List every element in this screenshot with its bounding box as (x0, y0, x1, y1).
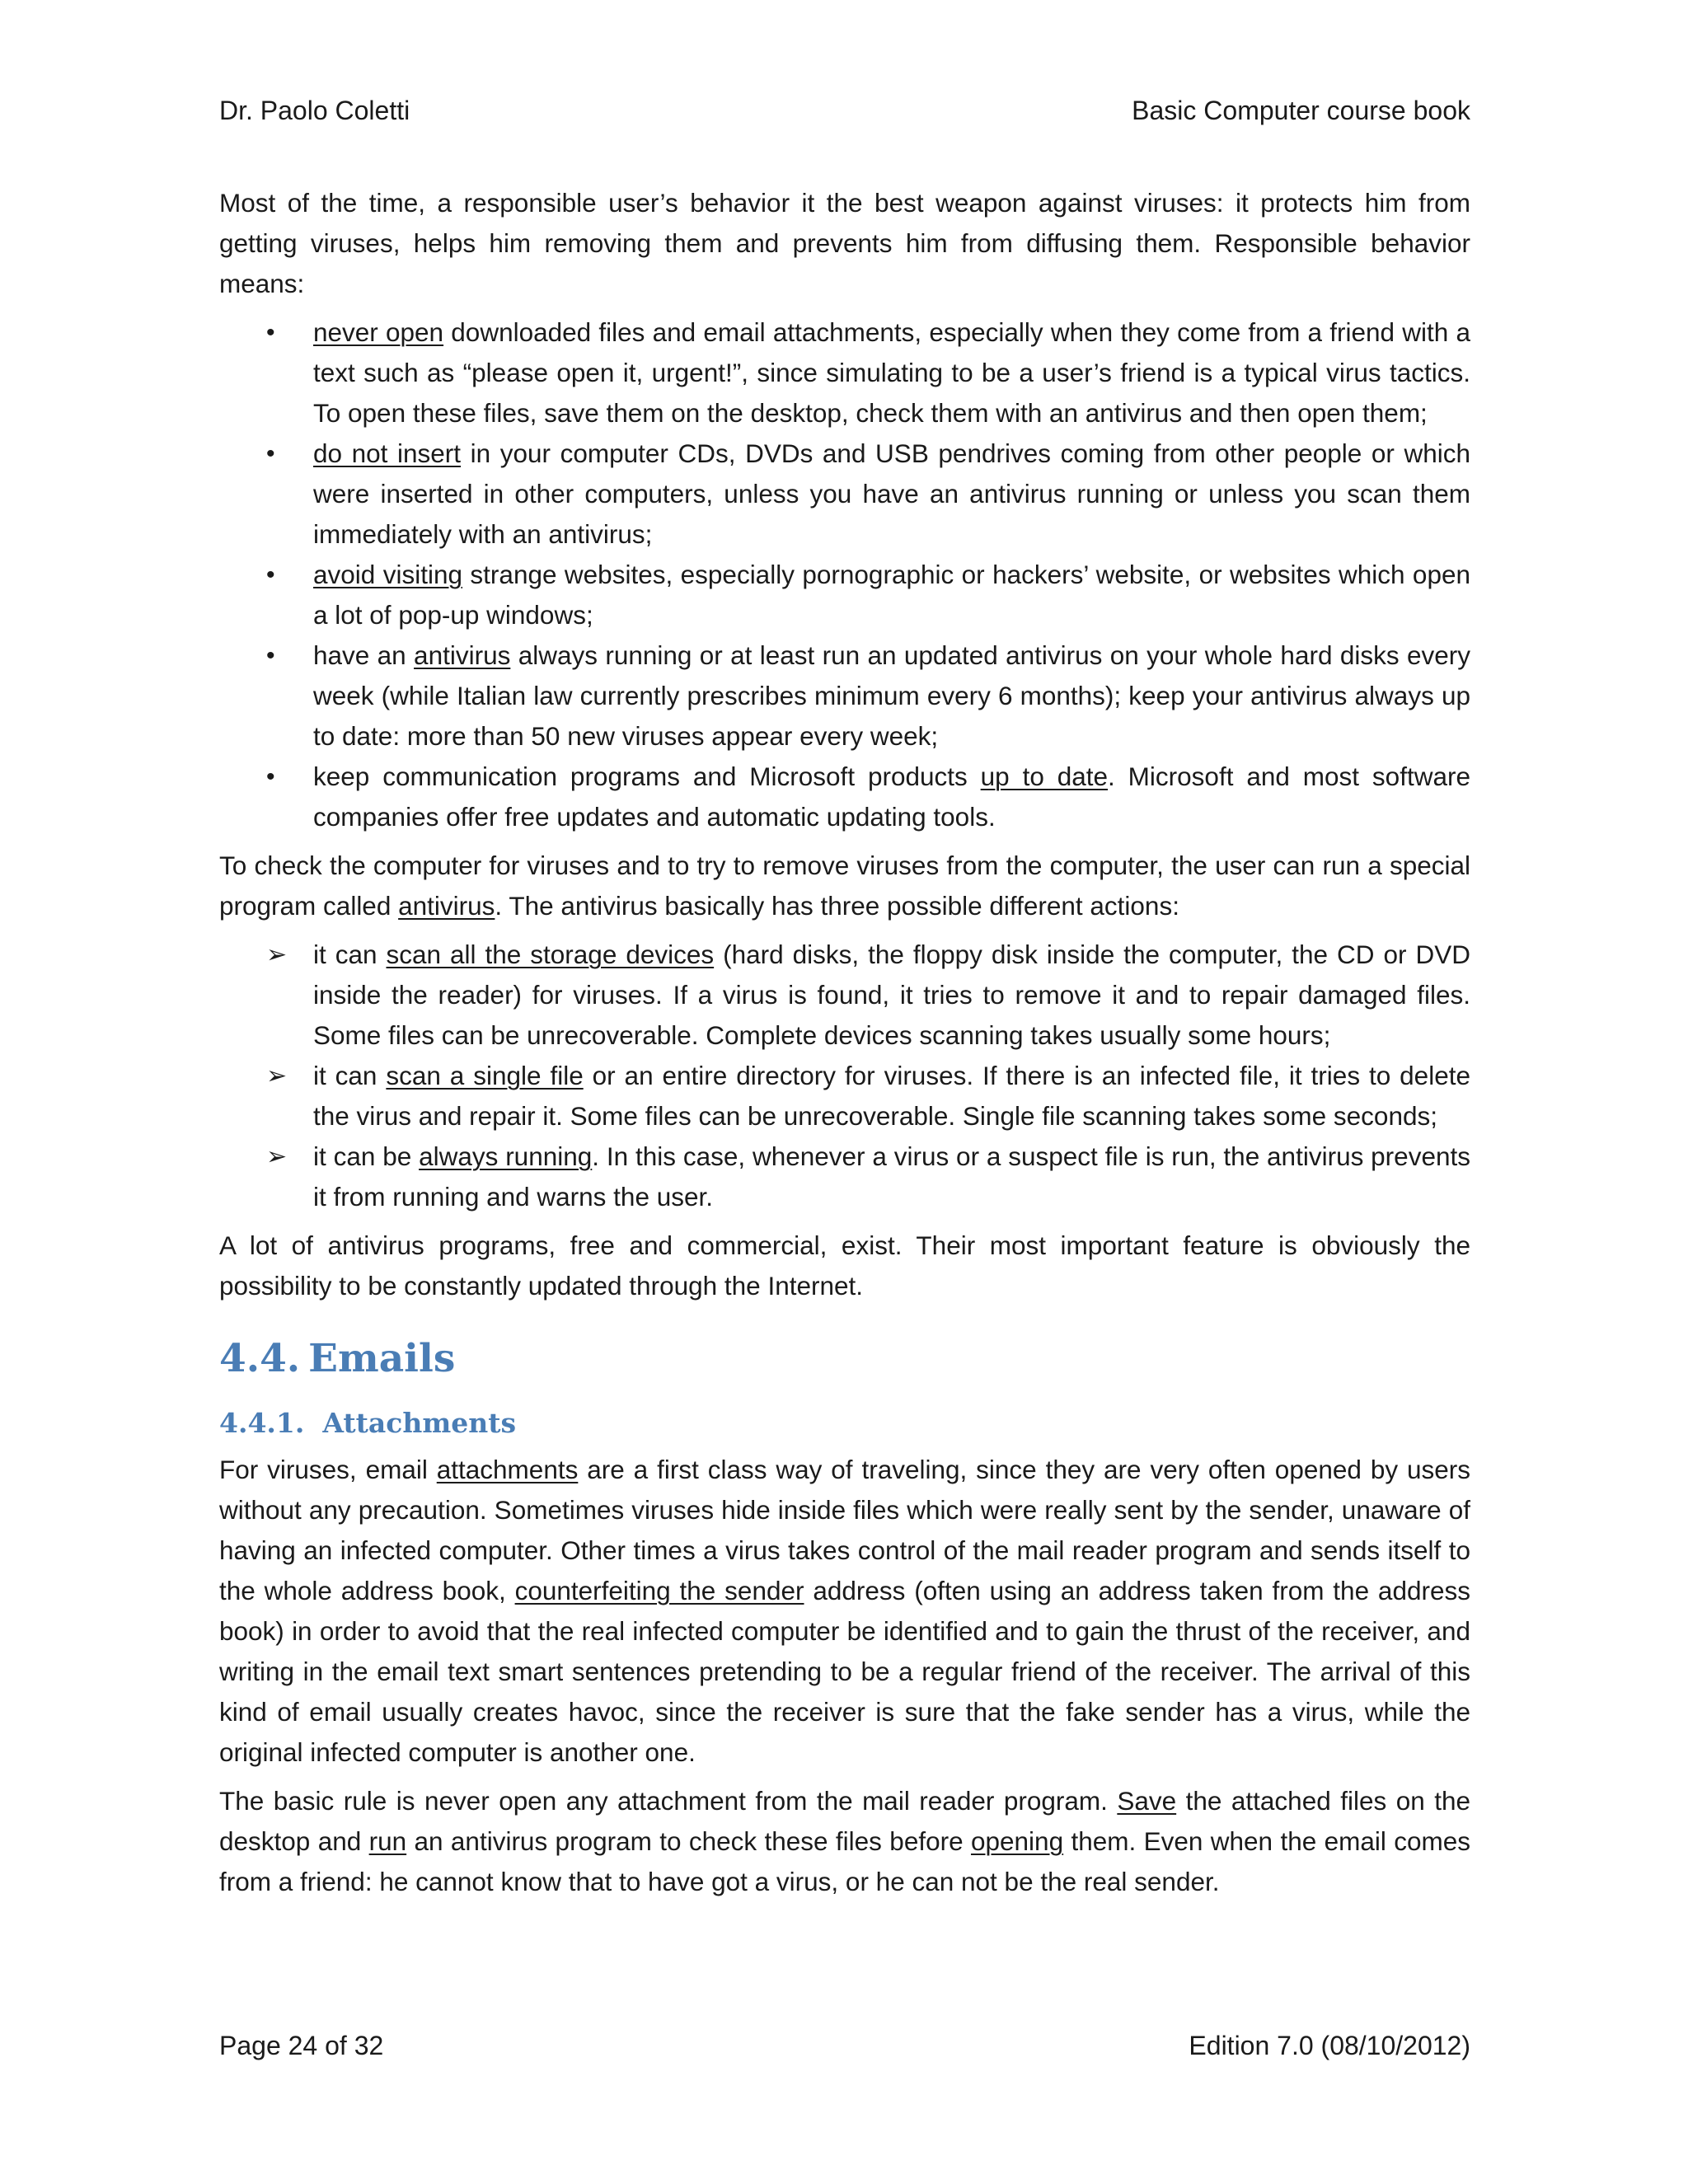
arrow-bullet-icon: ➢ (266, 1143, 288, 1170)
page-header (219, 94, 1470, 127)
section-heading (219, 1334, 1470, 1384)
basic-rule-paragraph: The basic rule is never open any attachment from the mail reader program. Save the attached files on the desktop and run an antivirus program to check these files before opening them. Even when the email comes from a friend: he cannot know that to have got a virus, or he can not be the real sender. (219, 1786, 1471, 1896)
underlined-term: always running (419, 1141, 593, 1171)
arrow-bullet-icon: ➢ (266, 1062, 288, 1090)
section-number: 4.4. (219, 1336, 301, 1381)
section-title: Emails (308, 1336, 456, 1381)
action-item: ➢ it can scan a single file or an entire directory for viruses. If there is an infected file, it tries to delete the virus and repair it. Some files can be unrecoverable. Single file scanning takes some seconds; (219, 1056, 1470, 1137)
intro-paragraph: Most of the time, a responsible user’s behavior it the best weapon against viruses: it protects him from getting viruses, helps him removing them and prevents him from diffusing them. Responsible behavior means: (219, 188, 1470, 298)
page-footer (219, 2029, 1470, 2062)
underlined-term: up to date (980, 762, 1109, 791)
underlined-term: scan all the storage devices (386, 940, 715, 969)
underlined-term: avoid visiting (313, 560, 463, 589)
behavior-item: • never open downloaded files and email attachments, especially when they come from a friend with a text such as “please open it, urgent!”, since simulating to be a user’s friend is a typical virus tactics. To open these files, save them on the desktop, check them with an antivirus and then open them; (219, 312, 1470, 434)
action-item: ➢ it can be always running. In this case, whenever a virus or a suspect file is run, the antivirus prevents it from running and warns the user. (219, 1137, 1470, 1217)
underlined-term: antivirus (414, 640, 511, 670)
underlined-term: run (368, 1826, 407, 1856)
underlined-term: scan a single file (386, 1061, 584, 1090)
action-item: ➢ it can scan all the storage devices (hard disks, the floppy disk inside the computer, the CD or DVD inside the reader) for viruses. If a virus is found, it tries to remove it and to repair damaged files. Some files can be unrecoverable. Complete devices scanning takes usually some hours; (219, 935, 1470, 1056)
underlined-term: attachments (436, 1455, 579, 1484)
underlined-term: never open (313, 317, 444, 347)
behavior-item: • have an antivirus always running or at least run an updated antivirus on your whole hard disks every week (while Italian law currently prescribes minimum every 6 months); keep your antivirus always up to date: more than 50 new viruses appear every week; (219, 635, 1470, 757)
underlined-term: antivirus (398, 891, 495, 921)
antivirus-actions-list (219, 935, 1470, 1217)
behavior-item: • do not insert in your computer CDs, DVDs and USB pendrives coming from other people or which were inserted in other computers, unless you have an antivirus running or unless you scan them immediately with an antivirus; (219, 434, 1470, 555)
page-number: Page 24 of 32 (219, 2031, 384, 2060)
underlined-term: Save (1117, 1786, 1177, 1816)
subsection-heading (219, 1404, 1470, 1443)
subsection-number: 4.4.1. (219, 1407, 305, 1439)
subsection-title: Attachments (322, 1407, 517, 1439)
bullet-dot-icon: • (266, 440, 275, 467)
header-author: Dr. Paolo Coletti (219, 96, 410, 125)
edition-info: Edition 7.0 (08/10/2012) (1189, 2031, 1470, 2060)
behavior-list (219, 312, 1470, 837)
underlined-term: opening (970, 1826, 1064, 1856)
attachments-paragraph: For viruses, email attachments are a first class way of traveling, since they are very often opened by users without any precaution. Sometimes viruses hide inside files which were really sent by the sender, unaware of having an infected computer. Other times a virus takes control of the mail reader program and sends itself to the whole address book, counterfeiting the sender address (often using an address taken from the address book) in order to avoid that the real infected computer be identified and to gain the thrust of the receiver, and writing in the email text smart sentences pretending to be a regular friend of the receiver. The arrival of this kind of email usually creates havoc, since the receiver is sure that the fake sender has a virus, while the original infected computer is another one. (219, 1455, 1471, 1767)
header-book-title: Basic Computer course book (1132, 96, 1470, 125)
underlined-term: do not insert (313, 438, 462, 468)
programs-paragraph: A lot of antivirus programs, free and commercial, exist. Their most important feature is obviously the possibility to be constantly updated through the Internet. (219, 1230, 1470, 1301)
bullet-dot-icon: • (266, 561, 275, 588)
behavior-item: • keep communication programs and Microsoft products up to date. Microsoft and most software companies offer free updates and automatic updating tools. (219, 757, 1470, 837)
bullet-dot-icon: • (266, 642, 275, 669)
check-paragraph: To check the computer for viruses and to try to remove viruses from the computer, the user can run a special program called antivirus. The antivirus basically has three possible different actions: (219, 851, 1470, 921)
bullet-dot-icon: • (266, 763, 275, 790)
bullet-dot-icon: • (266, 319, 275, 346)
underlined-term: counterfeiting the sender (514, 1576, 804, 1605)
behavior-item: • avoid visiting strange websites, especially pornographic or hackers’ website, or websites which open a lot of pop-up windows; (219, 555, 1470, 635)
page-content (219, 183, 1470, 1910)
arrow-bullet-icon: ➢ (266, 941, 288, 968)
